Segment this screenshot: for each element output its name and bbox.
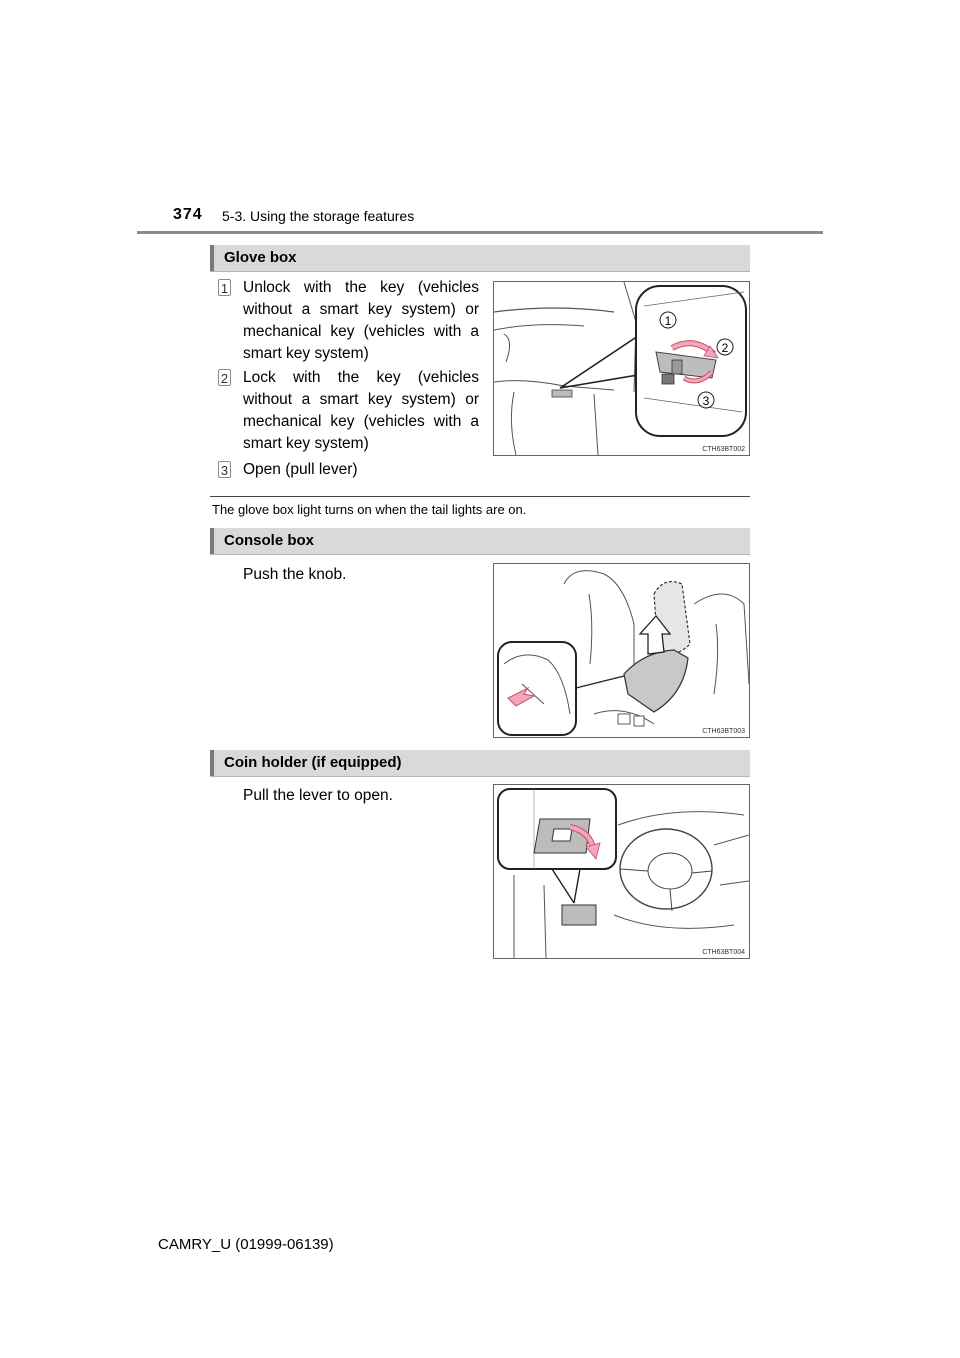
step-text-1: Unlock with the key (vehicles without a smart key system) or mechanical key (vehicles with a smart key system)	[243, 279, 479, 362]
step-text-3: Open (pull lever)	[243, 461, 358, 478]
step-number-1-icon: 1	[218, 279, 231, 296]
glove-box-illustration	[493, 281, 750, 456]
console-box-illustration	[493, 563, 750, 738]
section-header-glove-box	[210, 245, 750, 272]
section-title: Glove box	[224, 249, 297, 266]
figure-code: CTH63BT002	[702, 446, 745, 453]
note-divider	[210, 496, 750, 497]
section-header-console-box	[210, 528, 750, 555]
figure-code: CTH63BT004	[702, 949, 745, 956]
coin-holder-instruction: Pull the lever to open.	[243, 787, 393, 804]
callout-3: 3	[702, 394, 710, 408]
breadcrumb: 5-3. Using the storage features	[222, 208, 415, 224]
callout-2: 2	[721, 341, 729, 355]
glove-box-note: The glove box light turns on when the tail lights are on.	[212, 502, 527, 517]
section-title: Console box	[224, 532, 315, 549]
section-accent	[210, 528, 214, 554]
figure-code: CTH63BT003	[702, 728, 745, 735]
section-header-coin-holder	[210, 750, 750, 777]
footer-model-code: CAMRY_U (01999-06139)	[158, 1236, 334, 1253]
callout-1: 1	[664, 314, 672, 328]
header-divider	[137, 231, 823, 234]
section-accent	[210, 750, 214, 776]
step-number-2-icon: 2	[218, 369, 231, 386]
page-number: 374	[173, 206, 203, 223]
step-number-3-icon: 3	[218, 461, 231, 478]
console-box-instruction: Push the knob.	[243, 566, 347, 583]
section-accent	[210, 245, 214, 271]
coin-holder-illustration	[493, 784, 750, 959]
section-title: Coin holder (if equipped)	[224, 754, 402, 771]
step-text-2: Lock with the key (vehicles without a smart key system) or mechanical key (vehicles with a smart key system)	[243, 369, 479, 452]
